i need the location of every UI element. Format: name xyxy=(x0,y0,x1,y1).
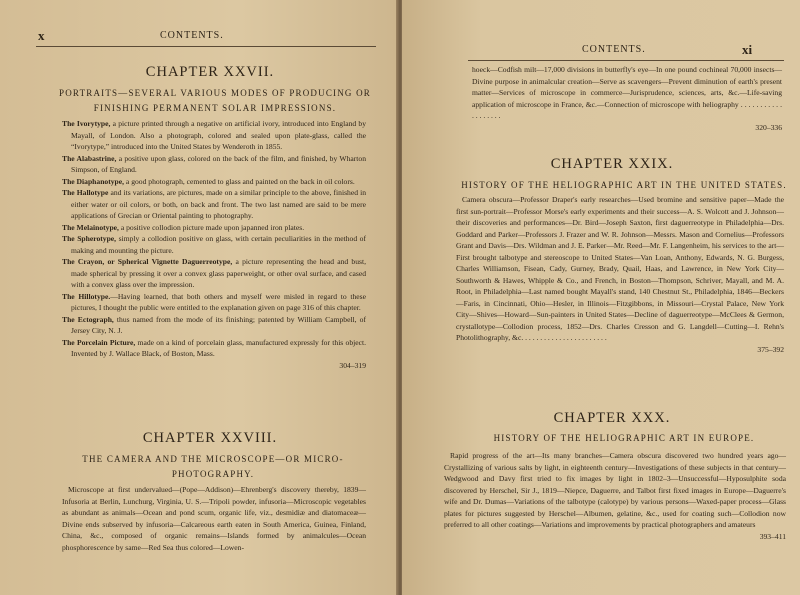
page-number-left: x xyxy=(38,28,45,43)
chapter-29-text-block xyxy=(456,194,784,355)
chapter-27-entries xyxy=(62,118,366,371)
running-head-left: CONTENTS. xyxy=(160,30,224,41)
carryover-text: hoeck—Codfish milt—17,000 divisions in butterfly's eye—In one pound cochineal 70,000 insects—Divine purpose in animalcular creation—Serve as scavengers—Prevent diminution of earth's present matter—Services of microscope in commerce—Jurisprudence, sciences, arts, &c.—Life-saving application of microscope in France, &c.—Connection of microscope with heliography . . . . . . . . . . . . . . . . . . . xyxy=(472,65,782,120)
entry-spherotype: The Spherotype, simply a collodion positive on glass, with certain peculiarities in the method of making and mounting the picture. xyxy=(62,234,367,255)
carryover-block xyxy=(472,64,782,133)
entry-ectograph: The Ectograph, thus named from the mode of its finishing; patented by William Campbell, of Jersey City, N. J. xyxy=(62,314,366,335)
entry-ivorytype: The Ivorytype, a picture printed through a negative on artificial ivory, introduced into England by Mayall, of London. Also a photograph, colored and sealed upon plate-glass, called the “Ivorytype,” introduced into the United States by Wenderoth in 1855. xyxy=(62,119,366,151)
entry-alabastrine: The Alabastrine, a positive upon glass, colored on the back of the film, and finished, by Wharton Simpson, of England. xyxy=(62,153,366,174)
carryover-pages: 320–336 xyxy=(755,122,782,132)
chapter-29-pages: 375–392 xyxy=(757,344,784,354)
chapter-29-heading: CHAPTER XXIX. xyxy=(550,156,674,172)
running-head-right: CONTENTS. xyxy=(582,44,646,55)
entry-melainotype: The Melainotype, a positive collodion picture made upon japanned iron plates. xyxy=(62,222,305,232)
page-number-right: xi xyxy=(742,42,753,57)
chapter-28-title: THE CAMERA AND THE MICROSCOPE—OR MICRO-PHOTOGRAPHY. xyxy=(82,454,344,479)
chapter-29-text: Camera obscura—Professor Draper's early researches—Used bromine and sensitive paper—Made the first sun-portrait—Professor Morse's early experiments and their success—A. S. Wolcott and J. Johnson—their discoveries and performances—Dr. Bird—Joseph Saxton, first daguerreotype in Philadelphia—Drs. Goddard and Parker—Professors J. Frazer and W. R. Johnson—Messrs. Mason and Cornelius—Professors Grant and Davis—Drs. Wildman and J. E. Parker—Mr. Reed—Mr. F. Langenheim, his services to the art—First brought talbotype and stereoscope to United States—Van Loan, Anthony, Edwards, N. G. Burgess, Charles Williamson, Fisean, Cady, Gurney, Brady, Quail, Haas, and Lawrence, in New York City—Southworth & Hawes, Whipple & Co., and French, in Boston—Thompson, Schriver, Mayall, and M. A. Root, in Philadelphia—Last named bought Mayall's stand, 140 Chestnut St., Philadelphia, 1846—Beckers—Faris, in Cincinnati, Ohio—Hesler, in Illinois—Fitzgibbons, in Missouri—Crystal Palace, New York City—Shives—Howard—Sun-painters in United States—Decline of daguerreotype—McClees & Germon, crystallotype—Collodion process, 1852—Drs. Charles Cresson and G. Langdell—Cutting—I. Rehn's Photolithography, &c. . . . . . . . . . . . . . . . . . . . . . . xyxy=(456,195,784,342)
chapter-28-text: Microscope at first undervalued—(Pope—Addison)—Ehrenberg's discovery thereby, 1839—Infusoria at Berlin, Lunchurg, Virginia, U. S.—Tripoli powder, infusoria—Microscopic vegetables as abundant as animals—Ocean and pond scum, organic life, viz., desmidiæ and diatomaceæ—Divine ends subserved by infusoria—Calcareous earth eaten in South America, Guinea, Finland, China, &c., composed of organic remains—Islands formed by animalcules—Ocean phosphorescence by same—Red Sea thus colored—Lowen- xyxy=(62,485,366,552)
left-page xyxy=(0,0,398,595)
right-page xyxy=(402,0,800,595)
chapter-30-heading: CHAPTER XXX. xyxy=(553,410,671,426)
entry-diaphanotype: The Diaphanotype, a good photograph, cemented to glass and painted on the back in oil colors. xyxy=(62,176,355,186)
entry-hillotype: The Hillotype.—Having learned, that both others and myself were misled in regard to these pictures, I thought the public were entitled to the explanation given on page 316 of this chapter. xyxy=(62,291,366,312)
chapter-30-text: Rapid progress of the art—Its many branches—Camera obscura discovered two hundred years ago—Crystallizing of various salts by light, in eighteenth century—Investigations of these subjects in that century—Wedgwood and Davy first tried to fix images by light in 1802–3—Unsuccessful—Hyposulphite soda discovered by Herschel, Sir J., 1819—Niepce, Daguerre, and Talbot first fixed images in Europe—Daguerre's wife and Dr. Dumas—Variations of the talbotype (calotype) by various persons—Waxed-paper process—Glass plates for pictures suggested by Herschel—Albumen, gelatine, &c., used for coating such—Collodion now preferred to all other coatings—Variations and improvements by practical photographers and amateurs xyxy=(444,451,786,529)
chapter-27-pages: 304–319 xyxy=(339,360,366,370)
chapter-28-text-block xyxy=(62,484,366,553)
header-rule-left xyxy=(36,46,376,47)
chapter-28-heading: CHAPTER XXVIII. xyxy=(142,430,278,446)
entry-porcelain: The Porcelain Picture, made on a kind of porcelain glass, manufactured expressly for this object. Invented by J. Wallace Black, of Boston, Mass. xyxy=(62,337,366,358)
header-rule-right xyxy=(468,60,784,61)
entry-hallotype: The Hallotype and its variations, are pictures, made on a similar principle to the above, finished in either water or oil colors, or both, on back and front. The two last named are said to be mere applications of Grecian or Oriental painting to photography. xyxy=(62,188,366,220)
chapter-27-heading: CHAPTER XXVII. xyxy=(145,64,275,80)
chapter-29-title: HISTORY OF THE HELIOGRAPHIC ART IN THE UNITED STATES. xyxy=(461,180,787,190)
chapter-30-title: HISTORY OF THE HELIOGRAPHIC ART IN EUROPE. xyxy=(493,433,755,443)
chapter-30-pages: 393–411 xyxy=(759,531,786,541)
chapter-27-title: PORTRAITS—SEVERAL VARIOUS MODES OF PRODUCING OR FINISHING PERMANENT SOLAR IMPRESSIONS. xyxy=(59,88,371,113)
entry-crayon: The Crayon, or Spherical Vignette Daguerreotype, a picture representing the head and bust, made spherical by pressing it over a convex glass paperweight, or other oval surface, and cased with a convex glass over the impression. xyxy=(62,257,366,289)
chapter-30-text-block xyxy=(444,450,786,542)
